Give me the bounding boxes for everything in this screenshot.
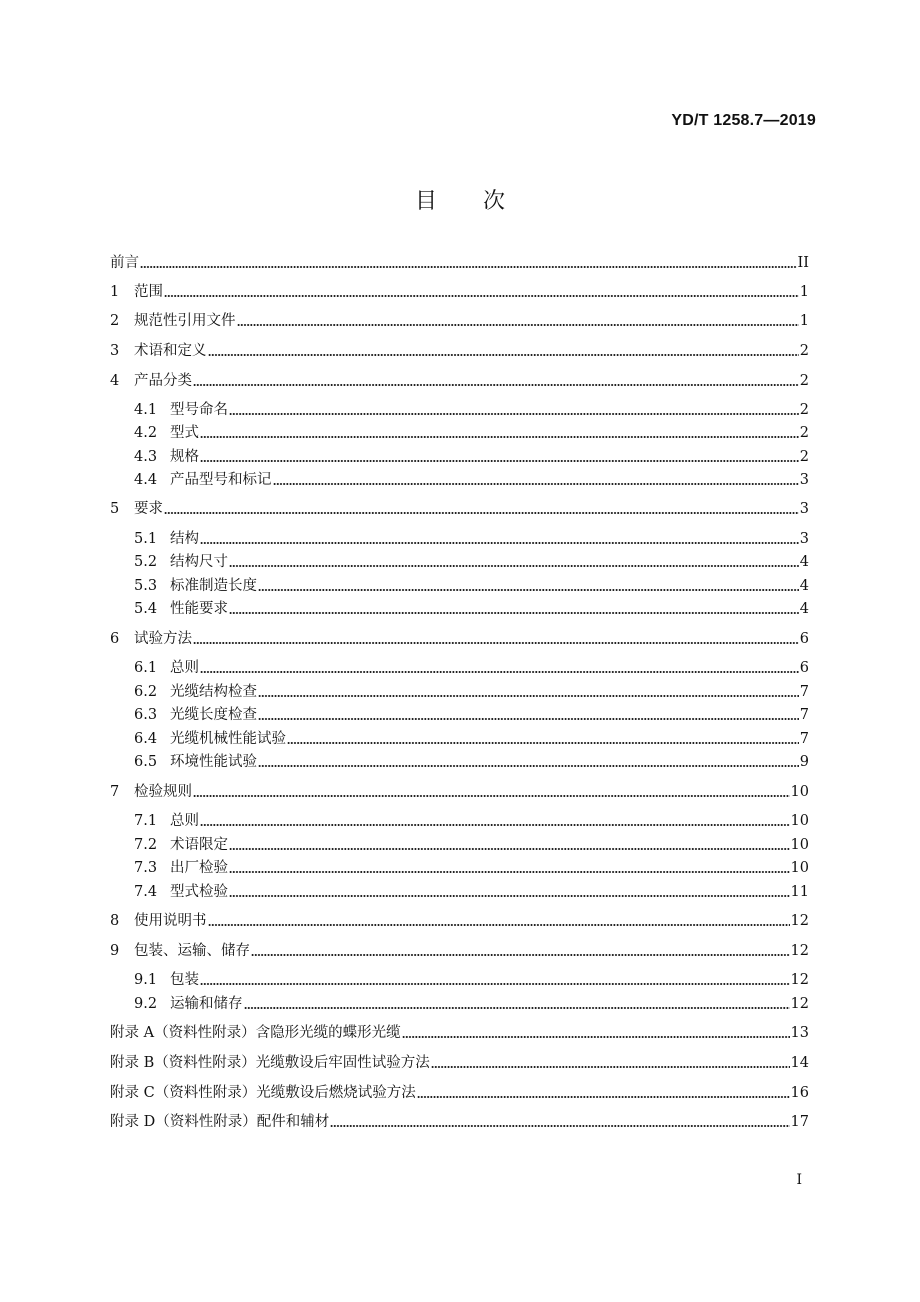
toc-entry-page: 12 xyxy=(790,943,809,959)
toc-entry[interactable] xyxy=(134,726,809,748)
toc-entry-label: 结构 xyxy=(170,531,199,547)
toc-entry-label: 出厂检验 xyxy=(170,860,228,876)
toc-dot-leader xyxy=(229,564,799,568)
toc-entry-page: 17 xyxy=(790,1114,809,1130)
toc-entry-number: 6.4 xyxy=(134,731,158,747)
toc-entry-label: 光缆结构检查 xyxy=(170,684,257,700)
page-title-part2: 次 xyxy=(483,189,506,214)
toc-entry-label: 型号命名 xyxy=(170,402,228,418)
toc-dot-leader xyxy=(164,511,799,515)
toc-entry-number: 7.3 xyxy=(134,860,158,876)
toc-dot-leader xyxy=(251,953,790,957)
toc-dot-leader xyxy=(330,1124,789,1128)
toc-entry-page: 12 xyxy=(790,996,809,1012)
toc-entry[interactable] xyxy=(110,626,809,648)
toc-entry-label: 包装、运输、储存 xyxy=(134,943,250,959)
toc-entry-label: 结构尺寸 xyxy=(170,554,228,570)
toc-entry[interactable] xyxy=(110,338,809,360)
toc-entry-number: 7.2 xyxy=(134,837,158,853)
toc-dot-leader xyxy=(229,894,790,898)
toc-entry-label: 术语限定 xyxy=(170,837,228,853)
standard-code: YD/T 1258.7—2019 xyxy=(671,112,816,129)
toc-entry-page: 2 xyxy=(799,425,809,441)
toc-entry[interactable] xyxy=(134,855,809,877)
toc-entry-number: 7.4 xyxy=(134,884,158,900)
toc-entry-number: 4.1 xyxy=(134,402,158,418)
toc-dot-leader xyxy=(244,1006,790,1010)
toc-entry[interactable] xyxy=(110,496,809,518)
toc-dot-leader xyxy=(273,482,799,486)
toc-entry-page: 2 xyxy=(799,343,809,359)
toc-dot-leader xyxy=(193,641,799,645)
toc-entry-label: 产品型号和标记 xyxy=(170,472,272,488)
toc-entry[interactable] xyxy=(134,420,809,442)
toc-entry-page: 2 xyxy=(799,449,809,465)
toc-entry[interactable] xyxy=(110,308,809,330)
toc-dot-leader xyxy=(193,794,790,798)
toc-entry-number: 5 xyxy=(110,501,120,517)
toc-dot-leader xyxy=(229,611,799,615)
toc-entry[interactable] xyxy=(134,879,809,901)
toc-entry-page: 10 xyxy=(790,837,809,853)
toc-entry[interactable] xyxy=(110,1109,809,1131)
toc-entry-number: 5.1 xyxy=(134,531,158,547)
toc-entry-label: 环境性能试验 xyxy=(170,754,257,770)
toc-entry-page: 1 xyxy=(799,284,809,300)
toc-entry-number: 2 xyxy=(110,313,120,329)
toc-entry[interactable] xyxy=(134,467,809,489)
toc-entry[interactable] xyxy=(134,832,809,854)
page-title-part1: 目 xyxy=(414,189,437,214)
toc-entry-label: 光缆机械性能试验 xyxy=(170,731,286,747)
toc-entry[interactable] xyxy=(134,444,809,466)
toc-entry-number: 6.5 xyxy=(134,754,158,770)
toc-entry-label: 范围 xyxy=(134,284,163,300)
toc-entry[interactable] xyxy=(134,702,809,724)
toc-entry-label: 型式 xyxy=(170,425,199,441)
toc-entry[interactable] xyxy=(134,549,809,571)
toc-entry[interactable] xyxy=(110,1080,809,1102)
toc-entry-page: 7 xyxy=(799,731,809,747)
toc-dot-leader xyxy=(200,823,790,827)
toc-entry-page: 10 xyxy=(790,813,809,829)
toc-dot-leader xyxy=(200,982,790,986)
toc-dot-leader xyxy=(200,435,799,439)
page-number: I xyxy=(796,1172,802,1188)
toc-entry-label: 附录 D（资料性附录）配件和辅材 xyxy=(110,1114,330,1130)
toc-dot-leader xyxy=(200,459,799,463)
toc-dot-leader xyxy=(200,670,799,674)
toc-entry[interactable] xyxy=(110,279,809,301)
toc-entry[interactable] xyxy=(110,1020,809,1042)
toc-entry[interactable] xyxy=(134,967,809,989)
toc-entry-number: 7 xyxy=(110,784,120,800)
toc-entry[interactable] xyxy=(110,1050,809,1072)
toc-entry-label: 标准制造长度 xyxy=(170,578,257,594)
toc-entry-number: 9 xyxy=(110,943,120,959)
toc-dot-leader xyxy=(229,412,799,416)
toc-entry-page: 16 xyxy=(790,1085,809,1101)
toc-entry-page: 3 xyxy=(799,472,809,488)
toc-dot-leader xyxy=(229,870,790,874)
toc-entry-label: 光缆长度检查 xyxy=(170,707,257,723)
toc-entry-page: 9 xyxy=(799,754,809,770)
toc-entry-page: II xyxy=(797,255,809,271)
toc-entry-page: 3 xyxy=(799,501,809,517)
toc-entry-number: 5.3 xyxy=(134,578,158,594)
toc-entry-label: 规范性引用文件 xyxy=(134,313,236,329)
toc-entry-label: 要求 xyxy=(134,501,163,517)
toc-dot-leader xyxy=(287,741,799,745)
toc-entry-label: 使用说明书 xyxy=(134,913,207,929)
toc-dot-leader xyxy=(229,847,790,851)
toc-dot-leader xyxy=(258,717,799,721)
toc-entry[interactable] xyxy=(134,596,809,618)
toc-entry-number: 9.1 xyxy=(134,972,158,988)
toc-entry-page: 4 xyxy=(799,578,809,594)
toc-entry-label: 型式检验 xyxy=(170,884,228,900)
toc-entry-label: 总则 xyxy=(170,660,199,676)
toc-dot-leader xyxy=(258,694,799,698)
toc-entry-label: 附录 B（资料性附录）光缆敷设后牢固性试验方法 xyxy=(110,1055,430,1071)
toc-dot-leader xyxy=(237,323,799,327)
toc-entry-label: 附录 C（资料性附录）光缆敷设后燃烧试验方法 xyxy=(110,1085,416,1101)
toc-entry-label: 运输和储存 xyxy=(170,996,243,1012)
toc-entry-label: 性能要求 xyxy=(170,601,228,617)
toc-entry-page: 4 xyxy=(799,554,809,570)
toc-entry-number: 4.4 xyxy=(134,472,158,488)
toc-dot-leader xyxy=(417,1095,790,1099)
toc-entry-page: 7 xyxy=(799,684,809,700)
toc-entry[interactable] xyxy=(134,991,809,1013)
toc-entry-page: 1 xyxy=(799,313,809,329)
toc-entry-number: 4 xyxy=(110,373,120,389)
toc-entry[interactable] xyxy=(134,749,809,771)
toc-entry[interactable] xyxy=(110,779,809,801)
toc-entry[interactable] xyxy=(134,655,809,677)
toc-dot-leader xyxy=(200,541,799,545)
toc-entry-label: 总则 xyxy=(170,813,199,829)
toc-entry-page: 11 xyxy=(790,884,809,900)
toc-entry-label: 附录 A（资料性附录）含隐形光缆的蝶形光缆 xyxy=(110,1025,401,1041)
toc-entry-number: 6.2 xyxy=(134,684,158,700)
toc-entry-label: 包装 xyxy=(170,972,199,988)
toc-entry[interactable] xyxy=(134,397,809,419)
toc-dot-leader xyxy=(402,1035,790,1039)
toc-entry-page: 3 xyxy=(799,531,809,547)
toc-entry-label: 试验方法 xyxy=(134,631,192,647)
toc-entry-page: 12 xyxy=(790,972,809,988)
toc-dot-leader xyxy=(140,265,797,269)
toc-dot-leader xyxy=(208,353,799,357)
toc-entry-number: 1 xyxy=(110,284,120,300)
toc-entry[interactable] xyxy=(134,808,809,830)
toc-entry-page: 6 xyxy=(799,631,809,647)
toc-entry-number: 3 xyxy=(110,343,120,359)
toc-entry-number: 5.4 xyxy=(134,601,158,617)
toc-entry-number: 5.2 xyxy=(134,554,158,570)
toc-entry[interactable] xyxy=(134,679,809,701)
toc-entry-label: 检验规则 xyxy=(134,784,192,800)
toc-entry-number: 8 xyxy=(110,913,120,929)
toc-entry[interactable] xyxy=(134,526,809,548)
page-title xyxy=(0,184,920,215)
toc-entry-number: 6 xyxy=(110,631,120,647)
toc-dot-leader xyxy=(431,1065,790,1069)
toc-entry-page: 2 xyxy=(799,402,809,418)
toc-entry-label: 产品分类 xyxy=(134,373,192,389)
toc-dot-leader xyxy=(208,923,790,927)
toc-entry-label: 前言 xyxy=(110,255,139,271)
toc-entry-page: 6 xyxy=(799,660,809,676)
toc-entry-page: 4 xyxy=(799,601,809,617)
toc-entry-number: 4.2 xyxy=(134,425,158,441)
toc-dot-leader xyxy=(258,588,799,592)
toc-entry-page: 7 xyxy=(799,707,809,723)
toc-entry-number: 7.1 xyxy=(134,813,158,829)
toc-entry-page: 13 xyxy=(790,1025,809,1041)
toc-entry-page: 14 xyxy=(790,1055,809,1071)
toc-entry-page: 2 xyxy=(799,373,809,389)
toc-entry[interactable] xyxy=(110,368,809,390)
toc-entry-label: 规格 xyxy=(170,449,199,465)
toc-entry-number: 9.2 xyxy=(134,996,158,1012)
toc-entry-page: 10 xyxy=(790,860,809,876)
toc-entry-page: 12 xyxy=(790,913,809,929)
toc-entry-number: 6.3 xyxy=(134,707,158,723)
toc-entry-number: 6.1 xyxy=(134,660,158,676)
toc-dot-leader xyxy=(258,764,799,768)
toc-dot-leader xyxy=(164,294,799,298)
toc-entry[interactable] xyxy=(110,908,809,930)
toc-entry[interactable] xyxy=(110,250,809,272)
toc-entry[interactable] xyxy=(134,573,809,595)
toc-entry[interactable] xyxy=(110,938,809,960)
toc-entry-label: 术语和定义 xyxy=(134,343,207,359)
toc-dot-leader xyxy=(193,383,799,387)
toc-entry-number: 4.3 xyxy=(134,449,158,465)
toc-entry-page: 10 xyxy=(790,784,809,800)
